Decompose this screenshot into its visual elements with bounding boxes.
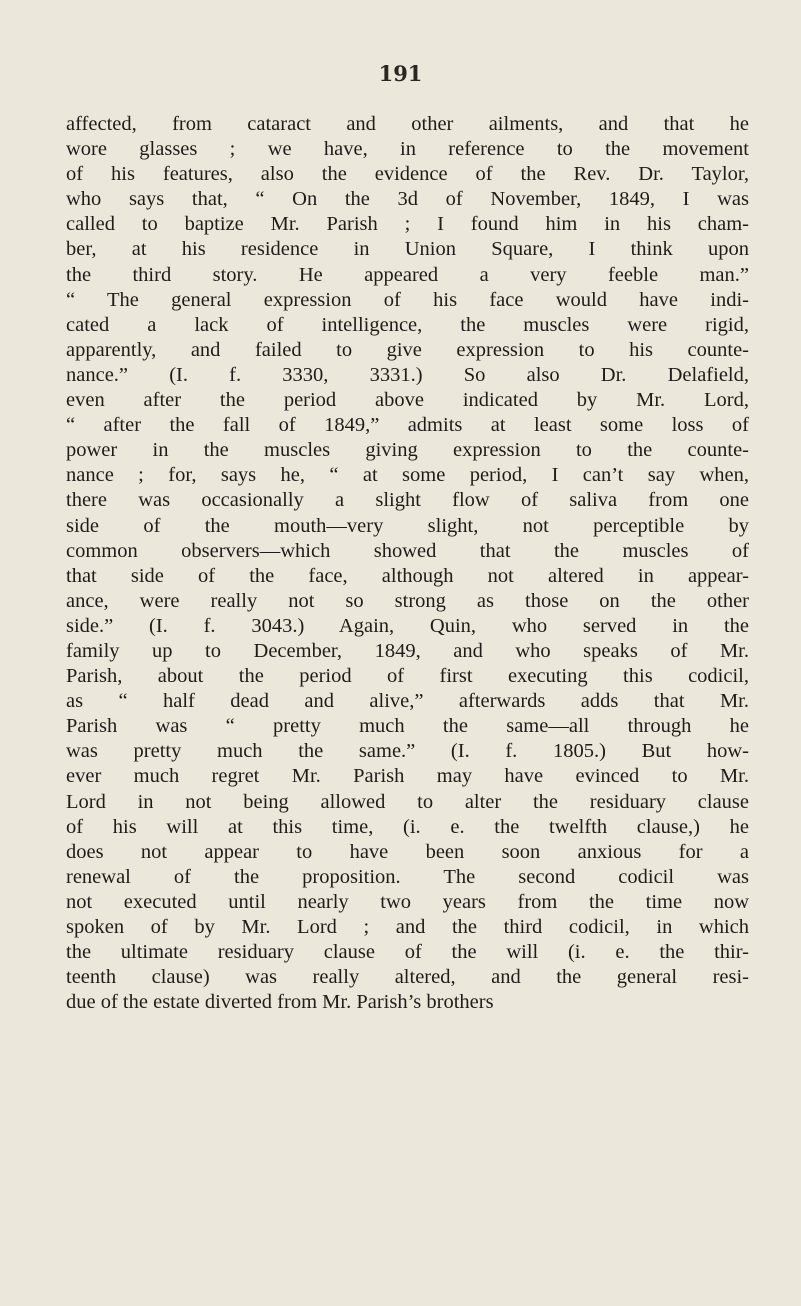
text-line: called to baptize Mr. Parish ; I found him in his cham-: [66, 213, 749, 236]
text-line: wore glasses ; we have, in reference to the movement: [66, 138, 749, 161]
text-line: of his will at this time, (i. e. the twelfth clause,) he: [66, 815, 749, 838]
text-line: ever much regret Mr. Parish may have evinced to Mr.: [66, 765, 749, 788]
text-line: Parish, about the period of first executing this codicil,: [66, 665, 749, 688]
text-line: ance, were really not so strong as those on the other: [66, 589, 749, 612]
text-line: teenth clause) was really altered, and the general resi-: [66, 966, 749, 989]
page-number: 191: [378, 61, 423, 86]
text-line: spoken of by Mr. Lord ; and the third codicil, in which: [66, 916, 749, 938]
text-line: common observers—which showed that the muscles of: [66, 539, 749, 562]
text-line: the third story. He appeared a very feeble man.”: [66, 263, 749, 286]
text-line: Parish was “ pretty much the same—all through he: [66, 715, 749, 738]
body-text: [66, 112, 749, 1015]
text-line: there was occasionally a slight flow of saliva from one: [66, 489, 749, 512]
text-line: as “ half dead and alive,” afterwards adds that Mr.: [66, 690, 749, 713]
text-line: side of the mouth—very slight, not perceptible by: [66, 514, 749, 537]
text-line: Lord in not being allowed to alter the residuary clause: [66, 790, 749, 813]
text-line: renewal of the proposition. The second codicil was: [66, 865, 749, 888]
text-line: even after the period above indicated by Mr. Lord,: [66, 389, 749, 412]
text-line: family up to December, 1849, and who speaks of Mr.: [66, 639, 749, 662]
text-line: not executed until nearly two years from the time now: [66, 890, 749, 913]
text-line: due of the estate diverted from Mr. Parish’s brothers: [66, 991, 494, 1014]
text-line: nance.” (I. f. 3330, 3331.) So also Dr. Delafield,: [66, 363, 749, 386]
text-line: of his features, also the evidence of the Rev. Dr. Taylor,: [66, 163, 749, 186]
text-line: “ The general expression of his face would have indi-: [66, 288, 749, 311]
text-line: that side of the face, although not altered in appear-: [66, 564, 749, 587]
text-line: was pretty much the same.” (I. f. 1805.) But how-: [66, 740, 749, 763]
text-line: side.” (I. f. 3043.) Again, Quin, who served in the: [66, 614, 749, 637]
text-line: nance ; for, says he, “ at some period, I can’t say when,: [66, 464, 749, 487]
text-line: apparently, and failed to give expression to his counte-: [66, 338, 749, 361]
text-line: affected, from cataract and other ailments, and that he: [66, 113, 749, 135]
text-line: “ after the fall of 1849,” admits at least some loss of: [66, 414, 749, 437]
text-line: the ultimate residuary clause of the will (i. e. the thir-: [66, 941, 749, 964]
text-line: does not appear to have been soon anxious for a: [66, 840, 749, 863]
text-line: ber, at his residence in Union Square, I think upon: [66, 238, 749, 261]
text-line: power in the muscles giving expression to the counte-: [66, 439, 749, 462]
text-line: cated a lack of intelligence, the muscles were rigid,: [66, 313, 749, 336]
text-line: who says that, “ On the 3d of November, 1849, I was: [66, 188, 749, 211]
